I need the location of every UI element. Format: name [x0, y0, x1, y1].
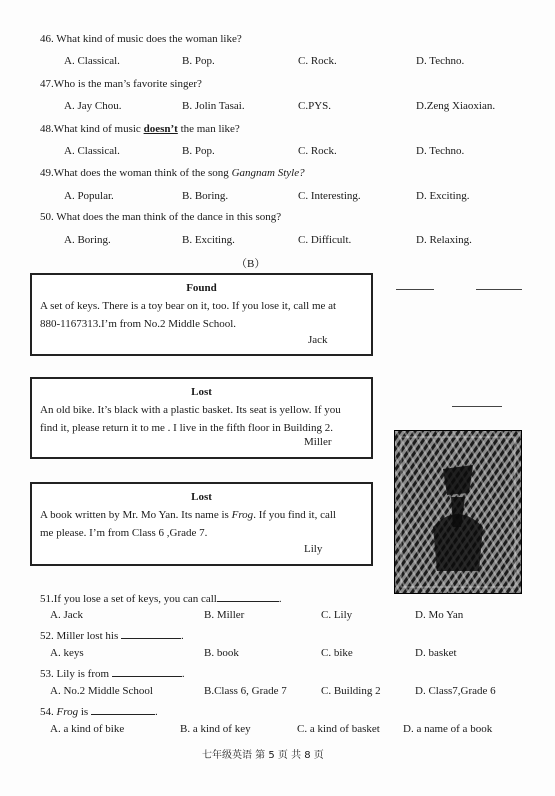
question-53-option-b: B.Class 6, Grade 7: [204, 685, 287, 697]
question-47-option-a: A. Jay Chou.: [64, 100, 122, 112]
question-51-option-d: D. Mo Yan: [415, 609, 464, 621]
question-48-option-c: C. Rock.: [298, 145, 337, 157]
question-52-option-d: D. basket: [415, 647, 457, 659]
question-51-option-a: A. Jack: [50, 609, 83, 621]
question-49-option-b: B. Boring.: [182, 190, 229, 202]
answer-blank[interactable]: [91, 704, 155, 715]
question-48-option-b: B. Pop.: [182, 145, 215, 157]
question-50-stem: 50. What does the man think of the dance in this song?: [40, 211, 282, 223]
question-50-option-b: B. Exciting.: [182, 234, 235, 246]
question-54-option-d: D. a name of a book: [403, 723, 493, 735]
question-48-stem: 48.What kind of music doesn’t the man like?: [40, 123, 240, 135]
question-47-stem: 47.Who is the man’s favorite singer?: [40, 78, 202, 90]
question-46-option-c: C. Rock.: [298, 55, 337, 67]
question-47-option-c: C.PYS.: [298, 100, 332, 112]
question-54-stem: 54. Frog is .: [40, 706, 158, 718]
question-53-option-a: A. No.2 Middle School: [50, 685, 153, 697]
question-47-option-d: D.Zeng Xiaoxian.: [416, 100, 496, 112]
question-49-song-title: Gangnam Style?: [231, 167, 305, 179]
question-54-book-title: Frog: [56, 706, 79, 718]
question-49-option-c: C. Interesting.: [298, 190, 361, 202]
answer-blank[interactable]: [217, 591, 279, 602]
notice-lost-book-signature: Lily: [304, 543, 323, 555]
answer-blank[interactable]: [112, 666, 182, 677]
question-48-option-d: D. Techno.: [416, 145, 465, 157]
notice-found-body: A set of keys. There is a toy bear on it, too. If you lose it, call me at 880-1167313.I’m from No.2 Middle School.: [40, 300, 337, 330]
scan-mark: [476, 289, 522, 290]
notice-lost-bike: [30, 377, 373, 459]
book-title: Frog: [231, 509, 254, 521]
question-54-option-c: C. a kind of basket: [297, 723, 380, 735]
page-footer: 七年级英语 第 5 页 共 8 页: [202, 750, 324, 761]
frog-book-cover-image: [394, 430, 522, 594]
scan-mark: [396, 289, 434, 290]
question-48-emphasis: doesn’t: [143, 123, 178, 135]
question-46-option-d: D. Techno.: [416, 55, 465, 67]
question-48-option-a: A. Classical.: [64, 145, 120, 157]
question-46-option-a: A. Classical.: [64, 55, 120, 67]
question-49-option-a: A. Popular.: [64, 190, 114, 202]
question-51-option-b: B. Miller: [204, 609, 245, 621]
question-51-stem: 51.If you lose a set of keys, you can call .: [40, 593, 282, 605]
question-46-option-b: B. Pop.: [182, 55, 215, 67]
notice-lost-book-heading: Lost: [191, 491, 212, 503]
question-52-option-c: C. bike: [321, 647, 353, 659]
question-50-option-d: D. Relaxing.: [416, 234, 472, 246]
question-46-stem: 46. What kind of music does the woman like?: [40, 33, 242, 45]
notice-lost-book: [30, 482, 373, 566]
notice-found-signature: Jack: [308, 334, 328, 346]
question-52-stem: 52. Miller lost his .: [40, 630, 184, 642]
question-51-option-c: C. Lily: [321, 609, 353, 621]
section-b-label: （B）: [236, 258, 266, 270]
notice-found-heading: Found: [186, 282, 217, 294]
notice-found: [30, 273, 373, 356]
question-54-option-b: B. a kind of key: [180, 723, 251, 735]
question-50-option-c: C. Difficult.: [298, 234, 352, 246]
question-53-option-c: C. Building 2: [321, 685, 381, 697]
notice-lost-bike-signature: Miller: [304, 436, 332, 448]
question-49-option-d: D. Exciting.: [416, 190, 470, 202]
question-53-option-d: D. Class7,Grade 6: [415, 685, 496, 697]
question-54-option-a: A. a kind of bike: [50, 723, 125, 735]
scan-mark: [452, 406, 502, 407]
question-49-stem: 49.What does the woman think of the song Gangnam Style?: [40, 167, 305, 179]
question-52-option-b: B. book: [204, 647, 239, 659]
question-47-option-b: B. Jolin Tasai.: [182, 100, 245, 112]
notice-lost-bike-body: An old bike. It’s black with a plastic basket. Its seat is yellow. If you find it, please return it to me . I live in the fifth floor in Building 2.: [40, 404, 341, 434]
notice-lost-bike-heading: Lost: [191, 386, 212, 398]
question-52-option-a: A. keys: [50, 647, 84, 659]
answer-blank[interactable]: [121, 628, 181, 639]
notice-lost-book-body: A book written by Mr. Mo Yan. Its name is Frog. If you find it, call me please. I’m from Class 6 ,Grade 7.: [40, 509, 336, 539]
question-53-stem: 53. Lily is from .: [40, 668, 185, 680]
question-50-option-a: A. Boring.: [64, 234, 111, 246]
